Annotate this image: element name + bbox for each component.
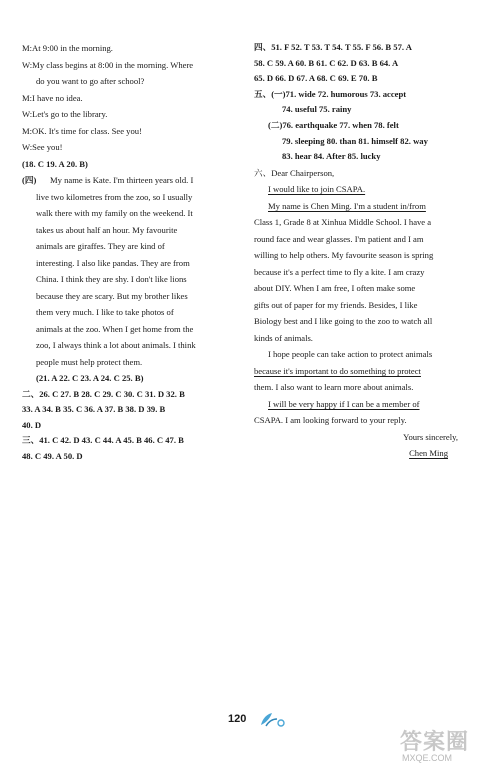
section-5-row: 五、(一)71. wide 72. humorous 73. accept xyxy=(254,88,407,99)
letter-line: willing to help others. My favourite season is spring xyxy=(254,250,434,261)
section-5-row: (二)76. earthquake 77. when 78. felt xyxy=(268,119,399,130)
passage-line: animals are giraffes. They are kind of xyxy=(36,241,165,251)
section-4-row: 58. C 59. A 60. B 61. C 62. D 63. B 64. A xyxy=(254,57,399,68)
section-4-row: 65. D 66. D 67. A 68. C 69. E 70. B xyxy=(254,73,378,84)
letter-line: kinds of animals. xyxy=(254,332,313,343)
dialog-line: do you want to go after school? xyxy=(36,76,145,86)
answers-21-25: (21. A 22. C 23. A 24. C 25. B) xyxy=(36,373,144,383)
passage-line: walk there with my family on the weekend. It xyxy=(36,208,193,218)
passage-line: live two kilometres from the zoo, so I usually xyxy=(36,191,193,202)
section-4-row: 四、51. F 52. T 53. T 54. T 55. F 56. B 57. A xyxy=(254,42,412,52)
letter-paragraph-3 xyxy=(254,346,478,396)
passage-line: China. I think they are shy. I don't like lions xyxy=(36,274,187,284)
answers-18-20: (18. C 19. A 20. B) xyxy=(22,158,88,169)
letter-line: CSAPA. I am looking forward to your reply. xyxy=(254,415,407,426)
watermark-url: MXQE.COM xyxy=(402,753,453,763)
letter-line: round face and wear glasses. I'm patient and I am xyxy=(254,233,424,244)
letter-line: because it's a perfect time to fly a kite. I am crazy xyxy=(254,266,425,277)
watermark xyxy=(400,728,492,763)
letter-line: because it's important to do something to protect xyxy=(254,365,421,376)
dialog-line: W:My class begins at 8:00 in the morning. Where xyxy=(22,59,194,70)
letter-line: about DIY. When I am free, I often make some xyxy=(254,283,416,294)
section-3-row: 三、41. C 42. D 43. C 44. A 45. B 46. C 47. B xyxy=(22,435,184,446)
left-column xyxy=(22,40,244,464)
letter-line: I will be very happy if I can be a member of xyxy=(268,398,420,409)
right-column xyxy=(254,40,478,462)
passage-line: them very much. I like to take photos of xyxy=(36,307,174,317)
section-5-row: 79. sleeping 80. than 81. himself 82. way xyxy=(282,135,428,146)
leaf-logo-icon xyxy=(258,711,288,732)
watermark-text: 答案圈 xyxy=(400,729,470,754)
section-2-row: 40. D xyxy=(22,419,42,430)
letter-paragraph-2 xyxy=(254,198,478,347)
passage-line: animals at the zoo. When I get home from the xyxy=(36,323,194,334)
dialog-line: M:OK. It's time for class. See you! xyxy=(22,125,142,136)
letter-line: them. I also want to learn more about animals. xyxy=(254,382,414,393)
section-6-salutation: 六、Dear Chairperson, xyxy=(254,167,335,178)
section-4-label: (四) xyxy=(22,175,37,185)
section-2-row: 33. A 34. B 35. C 36. A 37. B 38. D 39. B xyxy=(22,404,166,415)
letter-line: Biology best and I like going to the zoo to watch all xyxy=(254,316,433,327)
dialog-line: M:I have no idea. xyxy=(22,92,83,103)
dialog-line: M:At 9:00 in the morning. xyxy=(22,43,113,53)
passage-line: takes us about half an hour. My favourite xyxy=(36,224,178,235)
section-5-row: 83. hear 84. After 85. lucky xyxy=(282,151,381,162)
section-2-row: 二、26. C 27. B 28. C 29. C 30. C 31. D 32. B xyxy=(22,388,185,399)
dialog-line: W:Let's go to the library. xyxy=(22,109,108,119)
passage-block xyxy=(22,172,244,370)
letter-signature: Chen Ming xyxy=(409,448,448,459)
letter-closing: Yours sincerely, xyxy=(403,431,458,442)
letter-line: I hope people can take action to protect animals xyxy=(268,349,433,360)
passage-line: people must help protect them. xyxy=(36,356,143,367)
dialog-line: W:See you! xyxy=(22,142,63,152)
letter-paragraph-1: I would like to join CSAPA. xyxy=(268,184,366,195)
passage-line: because they are scary. But my brother likes xyxy=(36,290,188,301)
passage-line: My name is Kate. I'm thirteen years old. I xyxy=(50,175,194,185)
letter-line: Class 1, Grade 8 at Xinhua Middle School. I have a xyxy=(254,217,432,228)
letter-line: gifts out of paper for my friends. Besides, I like xyxy=(254,299,418,310)
letter-line: My name is Chen Ming. I'm a student in/from xyxy=(268,200,426,211)
page-number: 120 xyxy=(228,713,247,725)
letter-paragraph-4 xyxy=(254,396,478,429)
section-3-row: 48. C 49. A 50. D xyxy=(22,450,83,461)
passage-line: zoo, I always think a lot about animals. I think xyxy=(36,340,196,350)
passage-line: interesting. I also like pandas. They are from xyxy=(36,257,190,268)
section-5-row: 74. useful 75. rainy xyxy=(282,104,352,115)
